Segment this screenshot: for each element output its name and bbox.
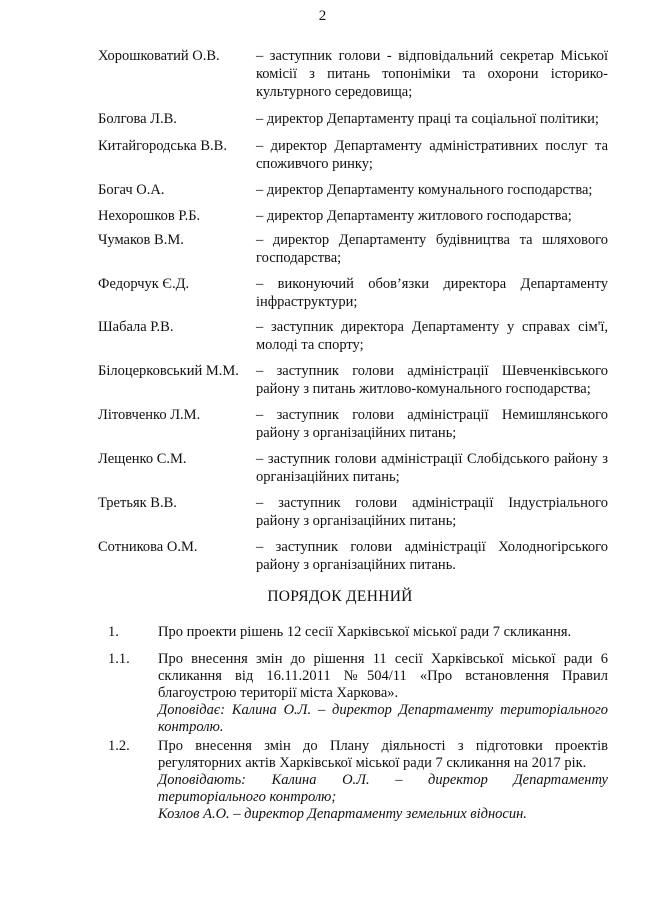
agenda-item-number: 1.2. [108, 738, 130, 754]
member-name: Нехорошков Р.Б. [98, 208, 201, 224]
agenda-item-text: Про внесення змін до Плану діяльності з підготовки проектів регуляторних актів Харківської міської ради 7 скликання на 2017 рік. [158, 738, 608, 771]
member-name: Літовченко Л.М. [98, 407, 201, 423]
member-role: – заступник голови адміністрації Індустріального району з організаційних питань; [256, 495, 608, 529]
member-name: Федорчук Є.Д. [98, 276, 190, 292]
member-role: – заступник голови адміністрації Немишлянського району з організаційних питань; [256, 407, 608, 441]
agenda-item-number: 1.1. [108, 651, 130, 667]
agenda-item-text: Про внесення змін до рішення 11 сесії Харківської міської ради 6 скликання від 16.11.2011 №504/11 «Про встановлення Правил благоустрою території міста Харкова». [158, 651, 608, 701]
member-role: – заступник директора Департаменту у справах сім'ї, молоді та спорту; [256, 319, 608, 353]
member-name: Лещенко С.М. [98, 451, 187, 467]
member-name: Богач О.А. [98, 182, 165, 198]
member-role: – виконуючий обов’язки директора Департаменту інфраструктури; [256, 276, 608, 310]
member-role: – директор Департаменту адміністративних послуг та споживчого ринку; [256, 138, 608, 172]
member-name: Болгова Л.В. [98, 111, 177, 127]
member-name: Сотникова О.М. [98, 539, 198, 555]
member-role: – директор Департаменту будівництва та шляхового господарства; [256, 232, 608, 266]
agenda-title: ПОРЯДОК ДЕННИЙ [267, 588, 413, 605]
member-role: – директор Департаменту праці та соціальної політики; [256, 111, 599, 127]
member-role: – заступник голови адміністрації Слобідського району з організаційних питань; [256, 451, 608, 485]
agenda-item-speaker: Доповідають: Калина О.Л. – директор Департаменту територіального контролю; [158, 772, 608, 805]
agenda-item-speaker: Доповідає: Калина О.Л. – директор Департаменту територіального контролю. [158, 702, 608, 735]
member-name: Шабала Р.В. [98, 319, 174, 335]
member-name: Хорошковатий О.В. [98, 48, 220, 64]
agenda-item-number: 1. [108, 624, 119, 640]
member-role: – заступник голови адміністрації Холодногірського району з організаційних питань. [256, 539, 608, 573]
member-name: Білоцерковський М.М. [98, 363, 239, 379]
member-name: Чумаков В.М. [98, 232, 184, 248]
page-number: 2 [318, 8, 327, 24]
member-name: Китайгородська В.В. [98, 138, 227, 154]
member-role: – заступник голови адміністрації Шевченківського району з питань житлово-комунального господарства; [256, 363, 608, 397]
member-role: – директор Департаменту комунального господарства; [256, 182, 593, 198]
member-role: – директор Департаменту житлового господарства; [256, 208, 572, 224]
agenda-item-text: Про проекти рішень 12 сесії Харківської міської ради 7 скликання. [158, 624, 572, 640]
member-name: Третьяк В.В. [98, 495, 177, 511]
agenda-item-speaker: Козлов А.О. – директор Департаменту земельних відносин. [158, 806, 527, 822]
member-role: – заступник голови - відповідальний секретар Міської комісії з питань топоніміки та охорони історико-культурного середовища; [256, 48, 608, 100]
